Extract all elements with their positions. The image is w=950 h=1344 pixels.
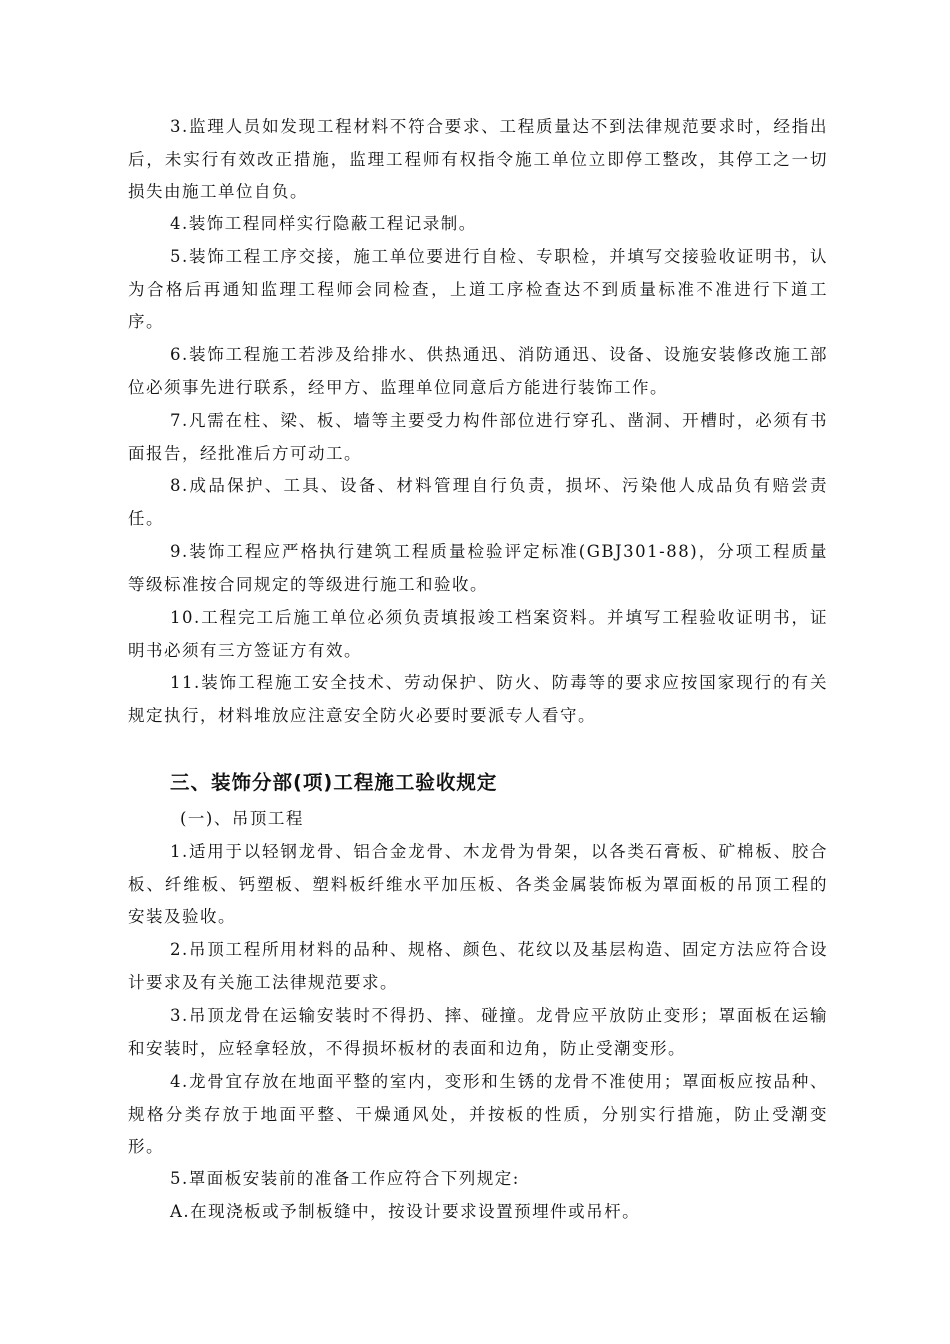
ceiling-paragraph-3: 3.吊顶龙骨在运输安装时不得扔、摔、碰撞。龙骨应平放防止变形；罩面板在运输和安装时，应轻拿轻放，不得损坏板材的表面和边角，防止受潮变形。 [128,1006,828,1058]
paragraph-5: 5.装饰工程工序交接，施工单位要进行自检、专职检，并填写交接验收证明书，认为合格后再通知监理工程师会同检查，上道工序检查达不到质量标准不准进行下道工序。 [128,247,828,331]
ceiling-paragraph-2: 2.吊顶工程所用材料的品种、规格、颜色、花纹以及基层构造、固定方法应符合设计要求及有关施工法律规范要求。 [128,940,828,992]
paragraph-11: 11.装饰工程施工安全技术、劳动保护、防火、防毒等的要求应按国家现行的有关规定执行，材料堆放应注意安全防火必要时要派专人看守。 [128,673,828,725]
subsection-title: (一)、吊顶工程 [180,809,304,828]
ceiling-paragraph-a: A.在现浇板或予制板缝中，按设计要求设置预埋件或吊杆。 [170,1202,641,1221]
ceiling-paragraph-5: 5.罩面板安装前的准备工作应符合下列规定: [170,1169,520,1188]
paragraph-10: 10.工程完工后施工单位必须负责填报竣工档案资料。并填写工程验收证明书，证明书必须有三方签证方有效。 [128,608,828,660]
paragraph-7: 7.凡需在柱、梁、板、墙等主要受力构件部位进行穿孔、凿洞、开槽时，必须有书面报告，经批准后方可动工。 [128,411,828,463]
ceiling-paragraph-1: 1.适用于以轻钢龙骨、铝合金龙骨、木龙骨为骨架，以各类石膏板、矿棉板、胶合板、纤维板、钙塑板、塑料板纤维水平加压板、各类金属装饰板为罩面板的吊顶工程的安装及验收。 [128,842,828,926]
paragraph-3: 3.监理人员如发现工程材料不符合要求、工程质量达不到法律规范要求时，经指出后，未实行有效改正措施，监理工程师有权指令施工单位立即停工整改，其停工之一切损失由施工单位自负。 [128,117,828,201]
paragraph-9: 9.装饰工程应严格执行建筑工程质量检验评定标准(GBJ301-88)，分项工程质量等级标准按合同规定的等级进行施工和验收。 [128,542,828,594]
paragraph-8: 8.成品保护、工具、设备、材料管理自行负责，损坏、污染他人成品负有赔尝责任。 [128,476,828,528]
paragraph-6: 6.装饰工程施工若涉及给排水、供热通迅、消防通迅、设备、设施安装修改施工部位必须事先进行联系，经甲方、监理单位同意后方能进行装饰工作。 [128,345,828,397]
section-heading: 三、装饰分部(项)工程施工验收规定 [170,771,498,794]
ceiling-paragraph-4: 4.龙骨宜存放在地面平整的室内，变形和生锈的龙骨不准使用；罩面板应按品种、规格分类存放于地面平整、干燥通风处，并按板的性质，分别实行措施，防止受潮变形。 [128,1072,828,1156]
paragraph-4: 4.装饰工程同样实行隐蔽工程记录制。 [170,214,477,233]
